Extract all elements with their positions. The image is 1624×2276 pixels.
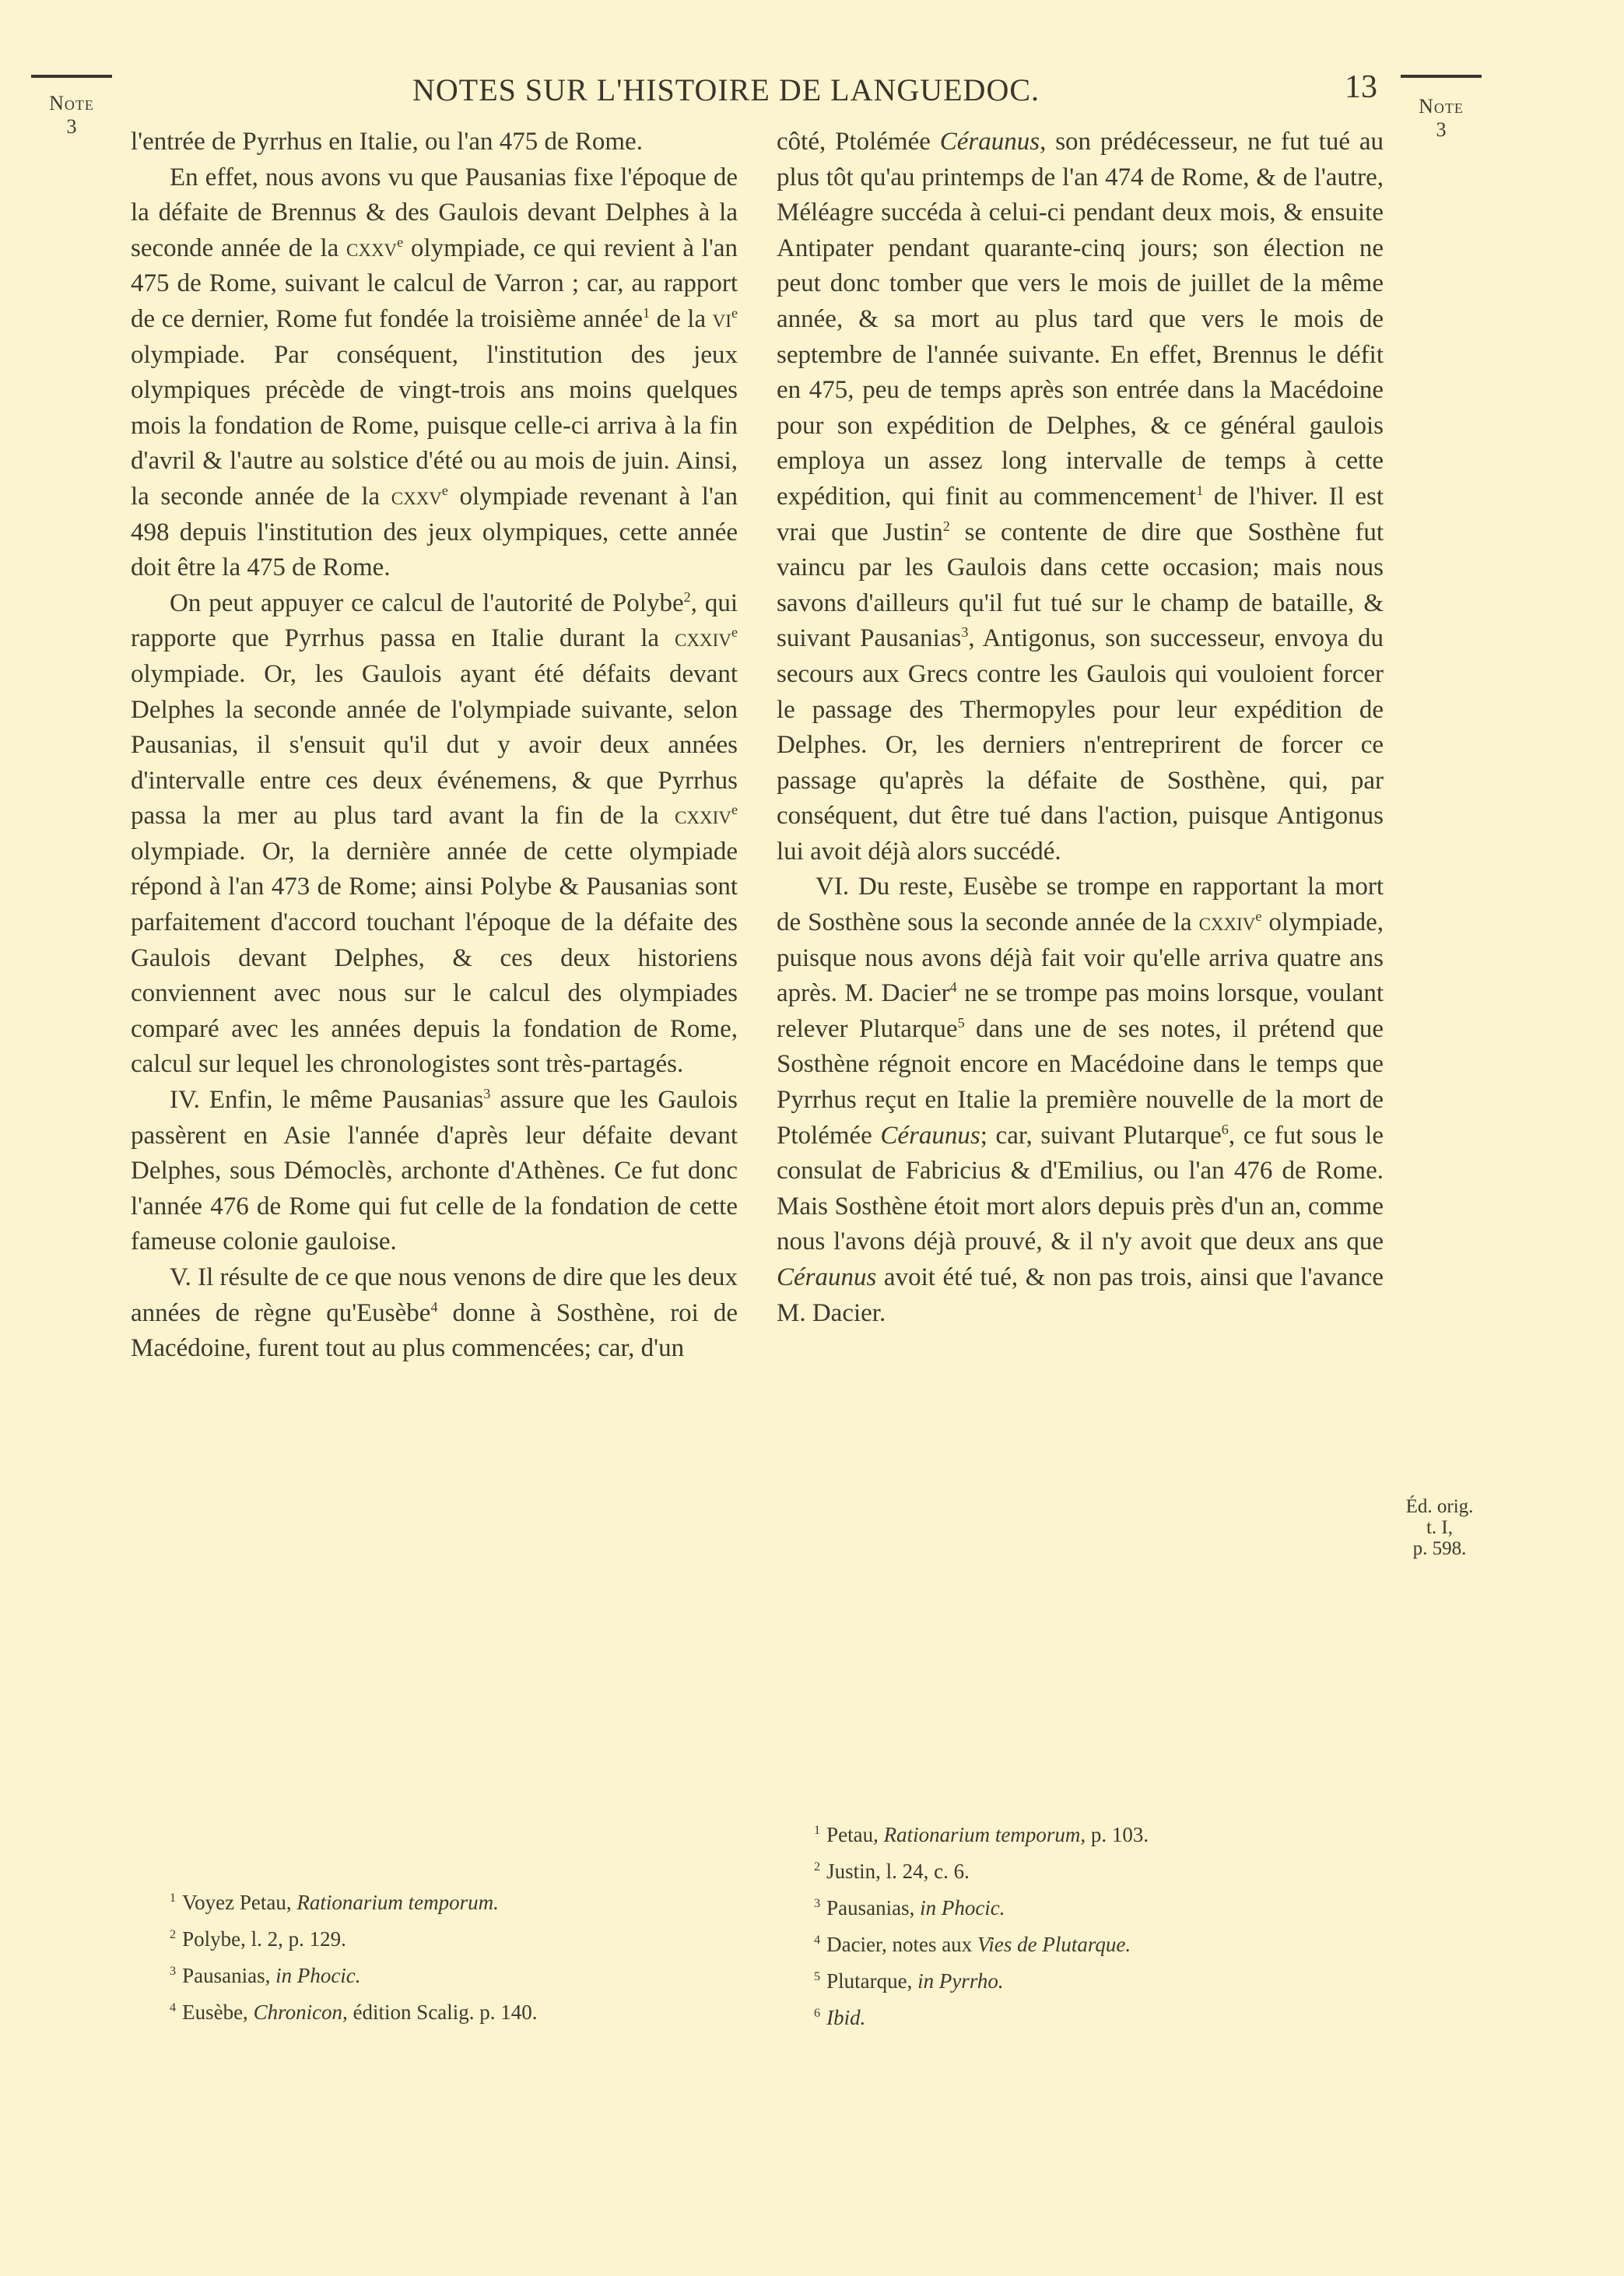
- roman-numeral: cxxiv: [1198, 908, 1256, 937]
- page-number: 13: [1345, 69, 1377, 105]
- note-number: 3: [1436, 118, 1447, 141]
- note-number: 3: [66, 115, 77, 138]
- footnote: [814, 1888, 1405, 1924]
- footnote-title: Rationarium temporum,: [883, 1823, 1086, 1846]
- footnote-text: Justin, l. 24, c. 6.: [826, 1860, 970, 1883]
- paragraph: [131, 1083, 738, 1260]
- right-text-column: [777, 125, 1384, 1331]
- footnote-ref[interactable]: 1: [1196, 482, 1204, 498]
- paragraph: [131, 125, 738, 160]
- roman-numeral: cxxv: [346, 234, 398, 262]
- note-label: Note: [49, 92, 94, 114]
- footnote: [814, 1814, 1405, 1851]
- footnote-title: in Phocic.: [275, 1964, 361, 1987]
- footnote-ref[interactable]: 1: [642, 304, 651, 321]
- footnote-ref[interactable]: 4: [949, 979, 957, 996]
- footnote-title: Ibid.: [826, 2006, 866, 2029]
- footnote: [170, 1919, 761, 1955]
- footnote-text: Eusèbe,: [182, 2000, 254, 2024]
- footnote-text: Pausanias,: [826, 1896, 921, 1919]
- note-label: Note: [1419, 95, 1464, 118]
- text: , ce fut sous le consulat de Fabricius & d'Emilius, ou l'an 476 de Rome. Mais Sosthène étoit mort alors depuis près d'un an, comme nous l'avons déjà prouvé, & il n'y avoit que deux ans que: [777, 1121, 1384, 1256]
- footnote-number: 1: [170, 1891, 177, 1905]
- footnote-text: Pausanias,: [182, 1964, 276, 1987]
- paragraph: [777, 125, 1384, 869]
- italic-name: Céraunus: [880, 1121, 980, 1150]
- text: assure que les Gaulois passèrent en Asie l'année d'après leur défaite devant Delphes, sous Démoclès, archonte d'Athènes. Ce fut donc l'année 476 de Rome qui fut celle de la fondation de cette fameuse colonie gauloise.: [131, 1086, 738, 1256]
- text: , Antigonus, son successeur, envoya du secours aux Grecs contre les Gaulois qui vouloient forcer le passage des Thermopyles pour leur expédition de Delphes. Or, les derniers n'entreprirent de forcer ce passage qu'après la défaite de Sosthène, qui, par conséquent, dut être tué dans l'action, puisque Antigonus lui avoit déjà alors succédé.: [777, 624, 1384, 866]
- roman-numeral: vi: [712, 304, 731, 333]
- footnote-text: Dacier, notes aux: [826, 1933, 977, 1956]
- right-margin-note: [1401, 95, 1482, 142]
- text: olympiade. Par conséquent, l'institution des jeux olympiques précède de vingt-trois ans moins quelques mois la fondation de Rome, puisque celle-ci arriva à la fin d'avril & l'autre au solstice d'été ou au mois de juin. Ainsi, la seconde année de la: [131, 340, 738, 511]
- paragraph: VI. Du reste, Eusèbe se trompe en rapportant la mort de Sosthène sous la seconde année de la cxxiv$^e$ olympiade, puisque nous avons déjà fait voir qu'elle arriva quatre ans après. M. Dacier$^4$ ne se trompe pas moins lorsque, voulant relever Plutarque$^5$ dans une de ses notes, il prétend que Sosthène régnoit encore en Macédoine dans le temps que Pyrrhus reçut en Italie la première nouvelle de la mort de Ptolémée Céraunus; car, suivant Plutarque$^6$, ce fut sous le consulat de Fabricius & d'Emilius, ou l'an 476 de Rome. Mais Sosthène étoit mort alors depuis près d'un an, comme nous l'avons déjà prouvé, & il n'y avoit que deux ans que Céraunus avoit été tué, & non pas trois, ainsi que l'avance M. Dacier.: [777, 873, 1384, 1327]
- footnote-ref[interactable]: 3: [483, 1086, 491, 1102]
- text: olympiade, ce qui revient à l'an 475 de Rome, suivant le calcul de Varron ; car, au rapport de ce dernier, Rome fut fondée la troisième année: [131, 234, 738, 333]
- roman-numeral: cxxiv: [675, 802, 731, 831]
- footnote-text: Plutarque,: [826, 1969, 918, 1993]
- footnote-number: 4: [170, 2000, 177, 2014]
- text: de l'hiver. Il est vrai que Justin: [777, 482, 1384, 546]
- paragraph: On peut appuyer ce calcul de l'autorité de Polybe$^2$, qui rapporte que Pyrrhus passa en Italie durant la cxxiv$^e$ olympiade. Or, les Gaulois ayant été défaits devant Delphes la seconde année de l'olympiade suivante, selon Pausanias, il s'ensuit qu'il dut y avoir deux années d'intervalle entre ces deux événemens, & que Pyrrhus passa la mer au plus tard avant la fin de la cxxiv$^e$ olympiade. Or, la dernière année de cette olympiade répond à l'an 473 de Rome; ainsi Polybe & Pausanias sont parfaitement d'accord touchant l'époque de la défaite des Gaulois devant Delphes, & ces deux historiens conviennent avec nous sur le calcul des olympiades comparé avec les années depuis la fondation de Rome, calcul sur lequel les chronologistes sont très-partagés.: [131, 588, 738, 1079]
- footnote-number: 2: [814, 1860, 821, 1874]
- text: de la: [650, 304, 713, 333]
- footnote-ref[interactable]: 3: [961, 624, 969, 641]
- footnote: [814, 1997, 1405, 2034]
- footnote-title: Chronicon,: [253, 2000, 348, 2024]
- footnote-text: édition Scalig. p. 140.: [347, 2000, 538, 2024]
- text: VI. Du reste, Eusèbe se trompe en rapportant la mort de Sosthène sous la seconde année de la: [777, 873, 1384, 937]
- footnote: [814, 1851, 1405, 1888]
- side-ref-line: Éd. orig.: [1405, 1496, 1474, 1517]
- footnote-number: 1: [814, 1823, 821, 1837]
- footnote: [170, 1992, 761, 2028]
- footnote-text: Voyez Petau,: [182, 1891, 297, 1914]
- side-ref-line: t. I,: [1426, 1517, 1454, 1538]
- footnote: [814, 1961, 1405, 1997]
- text: olympiade. Or, la dernière année de cette olympiade répond à l'an 473 de Rome; ainsi Polybe & Pausanias sont parfaitement d'accord touchant l'époque de la défaite des Gaulois devant Delphes, & ces deux historiens conviennent avec nous sur le calcul des olympiades comparé avec les années depuis la fondation de Rome, calcul sur lequel les chronologistes sont très-partagés.: [131, 837, 738, 1079]
- text: olympiade revenant à l'an 498 depuis l'institution des jeux olympiques, cette année doit être la 475 de Rome.: [131, 482, 738, 582]
- footnote-title: Rationarium temporum.: [296, 1891, 499, 1914]
- footnote-ref[interactable]: 6: [1221, 1121, 1229, 1137]
- footnote-text: p. 103.: [1086, 1823, 1149, 1846]
- text: ne se trompe pas moins lorsque, voulant relever Plutarque: [777, 979, 1384, 1043]
- text: se contente de dire que Sosthène fut vaincu par les Gaulois dans cette occasion; mais nous savons d'ailleurs qu'il fut tué sur le champ de bataille, & suivant Pausanias: [777, 518, 1384, 653]
- right-footnotes: [814, 1814, 1405, 2034]
- footnote-title: in Phocic.: [920, 1896, 1005, 1919]
- text: , qui rapporte que Pyrrhus passa en Italie durant la: [131, 588, 738, 653]
- left-text-column: [131, 125, 738, 1367]
- footnote-title: in Pyrrho.: [917, 1969, 1004, 1993]
- text: IV. Enfin, le même Pausanias: [170, 1086, 484, 1115]
- text: olympiade, puisque nous avons déjà fait voir qu'elle arriva quatre ans après. M. Dacier: [777, 908, 1384, 1008]
- footnote-number: 6: [814, 2006, 821, 2020]
- footnote-ref[interactable]: 4: [430, 1298, 438, 1315]
- original-edition-reference: [1397, 1496, 1482, 1559]
- footnote-number: 3: [170, 1964, 177, 1978]
- footnote: [170, 1955, 761, 1992]
- footnote-ref[interactable]: 2: [683, 588, 691, 605]
- footnote-ref[interactable]: 2: [942, 518, 950, 534]
- text: En effet, nous avons vu que Pausanias fixe l'époque de la défaite de Brennus & des Gaulois devant Delphes à la seconde année de la: [131, 163, 738, 262]
- text: ; car, suivant Plutarque: [980, 1121, 1222, 1150]
- footnote-text: Petau,: [826, 1823, 884, 1846]
- text: olympiade. Or, les Gaulois ayant été défaits devant Delphes la seconde année de l'olympiade suivante, selon Pausanias, il s'ensuit qu'il dut y avoir deux années d'intervalle entre ces deux événemens, & que Pyrrhus passa la mer au plus tard avant la fin de la: [131, 659, 738, 831]
- paragraph: [131, 1260, 738, 1367]
- side-ref-line: p. 598.: [1412, 1538, 1467, 1559]
- right-margin-rule: [1401, 75, 1482, 78]
- text: l'entrée de Pyrrhus en Italie, ou l'an 475 de Rome.: [131, 128, 643, 156]
- text: donne à Sosthène, roi de Macédoine, furent tout au plus commencées; car, d'un: [131, 1298, 738, 1363]
- footnote: [814, 1924, 1405, 1961]
- footnote: [170, 1882, 761, 1919]
- footnote-number: 3: [814, 1896, 821, 1910]
- footnote-ref[interactable]: 5: [957, 1014, 965, 1031]
- text: V. Il résulte de ce que nous venons de dire que les deux années de règne qu'Eusèbe: [131, 1263, 738, 1327]
- running-title: NOTES SUR L'HISTOIRE DE LANGUEDOC.: [412, 72, 1040, 107]
- footnote-text: Polybe, l. 2, p. 129.: [182, 1927, 346, 1951]
- roman-numeral: cxxiv: [675, 624, 731, 653]
- text: avoit été tué, & non pas trois, ainsi que l'avance M. Dacier.: [777, 1263, 1384, 1327]
- paragraph: En effet, nous avons vu que Pausanias fixe l'époque de la défaite de Brennus & des Gaulois devant Delphes à la seconde année de la cxxv$^e$ olympiade, ce qui revient à l'an 475 de Rome, suivant le calcul de Varron ; car, au rapport de ce dernier, Rome fut fondée la troisième année$^1$ de la $vi^e$ olympiade. Par conséquent, l'institution des jeux olympiques précède de vingt-trois ans moins quelques mois la fondation de Rome, puisque celle-ci arriva à la fin d'avril & l'autre au solstice d'été ou au mois de juin. Ainsi, la seconde année de la cxxv$^e$ olympiade revenant à l'an 498 depuis l'institution des jeux olympiques, cette année doit être la 475 de Rome.: [131, 163, 738, 582]
- text: côté, Ptolémée: [777, 128, 940, 156]
- left-margin-note: [31, 92, 112, 139]
- italic-name: Céraunus: [939, 128, 1040, 156]
- footnote-number: 2: [170, 1927, 177, 1941]
- left-margin-rule: [31, 75, 112, 78]
- left-footnotes: [170, 1882, 761, 2028]
- footnote-number: 4: [814, 1933, 821, 1947]
- text: On peut appuyer ce calcul de l'autorité de Polybe: [170, 588, 684, 617]
- footnote-title: Vies de Plutarque.: [977, 1933, 1131, 1956]
- italic-name: Céraunus: [777, 1263, 877, 1291]
- text: dans une de ses notes, il prétend que Sosthène régnoit encore en Macédoine dans le temps que Pyrrhus reçut en Italie la première nouvelle de la mort de Ptolémée: [777, 1014, 1384, 1150]
- footnote-number: 5: [814, 1969, 821, 1983]
- roman-numeral: cxxv: [391, 482, 442, 511]
- text: , son prédécesseur, ne fut tué au plus tôt qu'au printemps de l'an 474 de Rome, & de l'autre, Méléagre succéda à celui-ci pendant deux mois, & ensuite Antipater pendant quarante-cinq jours; son élection ne peut donc tomber que vers le mois de juillet de la même année, & sa mort au plus tard que vers le mois de septembre de l'année suivante. En effet, Brennus le défit en 475, peu de temps après son entrée dans la Macédoine pour son expédition de Delphes, & ce général gaulois employa un assez long intervalle de temps à cette expédition, qui finit au commencement: [777, 128, 1384, 511]
